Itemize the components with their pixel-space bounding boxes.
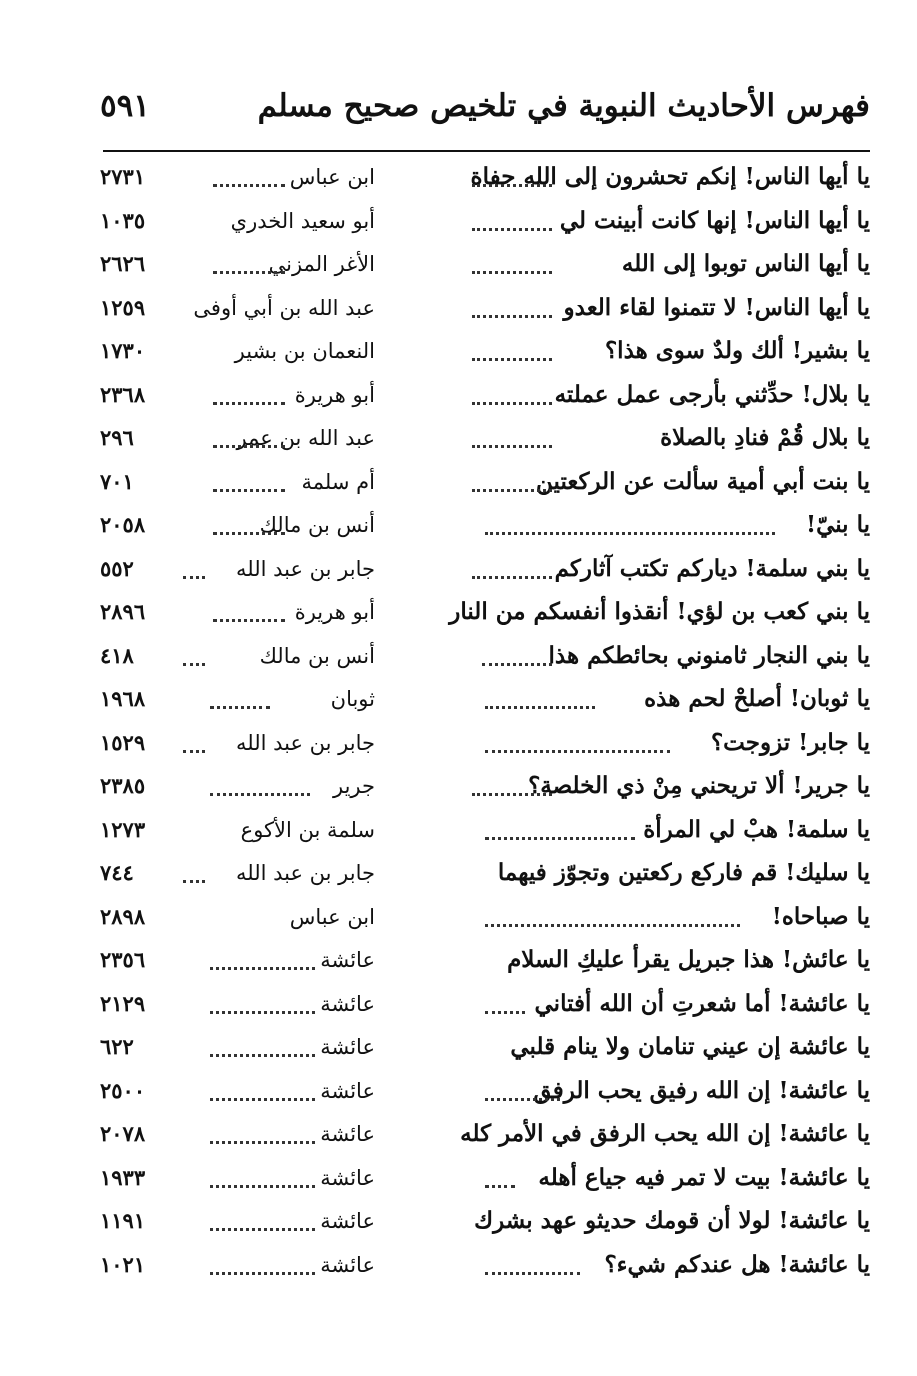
- leader-dots: [472, 228, 552, 231]
- index-entry: [100, 508, 870, 552]
- hadith-text: يا بني النجار ثامنوني بحائطكم هذا: [548, 641, 870, 669]
- hadith-number: ٧٤٤: [100, 860, 134, 885]
- index-entry: [100, 900, 870, 944]
- hadith-text: يا عائش! هذا جبريل يقرأ عليكِ السلام: [507, 946, 870, 973]
- narrator-name: عائشة: [320, 1035, 375, 1059]
- index-entry: [100, 1161, 870, 1205]
- leader-dots: [472, 445, 552, 448]
- narrator-name: ابن عباس: [289, 165, 375, 189]
- leader-dots: [210, 1011, 315, 1014]
- index-entry: [100, 943, 870, 987]
- leader-dots: [485, 532, 775, 535]
- narrator-name: جرير: [333, 774, 375, 798]
- hadith-text: يا أيها الناس! لا تتمنوا لقاء العدو: [563, 293, 870, 321]
- hadith-number: ٢٩٦: [100, 425, 134, 450]
- hadith-text: يا جرير! ألا تريحني مِنْ ذي الخلصة؟: [528, 772, 870, 799]
- hadith-number: ٥٥٢: [100, 555, 134, 581]
- leader-dots: [210, 1141, 315, 1144]
- leader-dots: [210, 793, 310, 796]
- hadith-number: ٢٥٠٠: [100, 1077, 146, 1103]
- leader-dots: [213, 532, 285, 535]
- hadith-number: ٢٣٦٨: [100, 381, 146, 407]
- hadith-number: ٢٣٥٦: [100, 947, 146, 972]
- hadith-number: ١٧٣٠: [100, 338, 146, 363]
- index-entry: [100, 856, 870, 900]
- hadith-text: يا عائشة! إن الله يحب الرفق في الأمر كله: [460, 1120, 870, 1147]
- hadith-number: ١٩٦٨: [100, 686, 146, 711]
- hadith-index-list: [100, 160, 870, 1291]
- leader-dots: [213, 402, 285, 405]
- narrator-name: عائشة: [320, 1252, 375, 1277]
- hadith-number: ٤١٨: [100, 642, 134, 668]
- leader-dots: [210, 1228, 315, 1231]
- hadith-text: يا عائشة إن عيني تنامان ولا ينام قلبي: [510, 1033, 870, 1060]
- leader-dots: [210, 1185, 315, 1188]
- hadith-text: يا ثوبان! أصلحْ لحم هذه: [644, 685, 870, 712]
- index-entry: [100, 1117, 870, 1161]
- narrator-name: ثوبان: [330, 687, 375, 711]
- leader-dots: [213, 184, 285, 187]
- narrator-name: عائشة: [320, 1122, 375, 1146]
- narrator-name: أنس بن مالك: [259, 643, 375, 668]
- index-entry: [100, 160, 870, 204]
- hadith-number: ٢٠٥٨: [100, 512, 146, 537]
- leader-dots: [183, 880, 205, 883]
- narrator-name: عائشة: [320, 991, 375, 1016]
- index-entry: [100, 682, 870, 726]
- hadith-text: يا عائشة! أما شعرتِ أن الله أفتاني: [534, 989, 870, 1017]
- narrator-name: عائشة: [320, 948, 375, 972]
- leader-dots: [183, 750, 205, 753]
- leader-dots: [472, 315, 552, 318]
- index-entry: [100, 769, 870, 813]
- page-header: [100, 88, 870, 138]
- index-entry: [100, 334, 870, 378]
- narrator-name: جابر بن عبد الله: [235, 556, 375, 581]
- leader-dots: [213, 619, 285, 622]
- index-entry: [100, 1248, 870, 1292]
- header-divider: [103, 150, 870, 152]
- narrator-name: عائشة: [320, 1078, 375, 1103]
- hadith-number: ١٢٧٣: [100, 816, 146, 842]
- hadith-text: يا عائشة! هل عندكم شيء؟: [604, 1250, 870, 1278]
- narrator-name: عائشة: [320, 1209, 375, 1233]
- hadith-number: ٧٠١: [100, 468, 134, 494]
- leader-dots: [485, 1185, 515, 1188]
- hadith-number: ١٩٣٣: [100, 1164, 146, 1190]
- narrator-name: جابر بن عبد الله: [235, 861, 375, 885]
- narrator-name: ابن عباس: [289, 904, 375, 929]
- hadith-number: ٢١٢٩: [100, 990, 146, 1016]
- leader-dots: [472, 402, 552, 405]
- hadith-number: ١٢٥٩: [100, 294, 146, 320]
- hadith-text: يا بشير! ألك ولدٌ سوى هذا؟: [604, 337, 870, 364]
- index-entry: [100, 465, 870, 509]
- index-entry: [100, 552, 870, 596]
- index-entry: [100, 421, 870, 465]
- index-entry: [100, 726, 870, 770]
- narrator-name: سلمة بن الأكوع: [240, 817, 375, 842]
- leader-dots: [472, 489, 552, 492]
- leader-dots: [485, 924, 740, 927]
- hadith-number: ٢٧٣١: [100, 164, 146, 189]
- leader-dots: [485, 837, 635, 840]
- leader-dots: [472, 793, 552, 796]
- hadith-number: ٢٣٨٥: [100, 773, 146, 798]
- narrator-name: عبد الله بن عمر: [236, 426, 375, 450]
- index-entry: [100, 1030, 870, 1074]
- page-number: ٥٩١: [100, 88, 150, 124]
- index-entry: [100, 1204, 870, 1248]
- index-entry: [100, 378, 870, 422]
- hadith-number: ٢٨٩٦: [100, 599, 146, 624]
- hadith-text: يا صباحاه!: [771, 902, 870, 930]
- leader-dots: [485, 706, 595, 709]
- hadith-number: ١١٩١: [100, 1208, 146, 1233]
- leader-dots: [213, 445, 285, 448]
- leader-dots: [183, 663, 205, 666]
- narrator-name: جابر بن عبد الله: [235, 730, 375, 755]
- hadith-number: ٢٦٢٦: [100, 251, 146, 276]
- hadith-number: ١٠٢١: [100, 1251, 146, 1277]
- leader-dots: [210, 1054, 315, 1057]
- narrator-name: أبو سعيد الخدري: [230, 208, 375, 233]
- hadith-number: ١٥٢٩: [100, 729, 146, 755]
- index-entry: [100, 291, 870, 335]
- hadith-text: يا أيها الناس توبوا إلى الله: [621, 250, 870, 277]
- leader-dots: [485, 1011, 525, 1014]
- narrator-name: عبد الله بن أبي أوفى: [193, 295, 375, 320]
- leader-dots: [485, 1098, 560, 1101]
- leader-dots: [472, 184, 552, 187]
- leader-dots: [213, 489, 285, 492]
- narrator-name: أبو هريرة: [294, 382, 375, 407]
- hadith-text: يا بني سلمة! دياركم تكتب آثاركم: [554, 554, 870, 582]
- narrator-name: أنس بن مالك: [259, 513, 375, 537]
- index-entry: [100, 1074, 870, 1118]
- leader-dots: [213, 271, 285, 274]
- hadith-text: يا سليك! قم فاركع ركعتين وتجوّز فيهما: [497, 859, 870, 886]
- leader-dots: [485, 750, 670, 753]
- hadith-number: ٢٨٩٨: [100, 903, 146, 929]
- leader-dots: [472, 576, 552, 579]
- leader-dots: [210, 706, 270, 709]
- narrator-name: عائشة: [320, 1165, 375, 1190]
- hadith-text: يا أيها الناس! إنكم تحشرون إلى الله حفاة: [470, 163, 870, 190]
- leader-dots: [210, 1098, 315, 1101]
- hadith-text: يا بني كعب بن لؤي! أنقذوا أنفسكم من النار: [449, 598, 870, 625]
- index-entry: [100, 204, 870, 248]
- hadith-text: يا بنت أبي أمية سألت عن الركعتين: [536, 467, 870, 495]
- narrator-name: أم سلمة: [301, 469, 375, 494]
- narrator-name: الأغر المزني: [268, 252, 375, 276]
- hadith-text: يا بلال قُمْ فنادِ بالصلاة: [660, 424, 870, 451]
- hadith-text: يا أيها الناس! إنها كانت أبينت لي: [559, 206, 870, 234]
- narrator-name: أبو هريرة: [294, 600, 375, 624]
- hadith-text: يا عائشة! لولا أن قومك حديثو عهد بشرك: [474, 1207, 870, 1234]
- index-entry: [100, 987, 870, 1031]
- index-entry: [100, 595, 870, 639]
- leader-dots: [472, 271, 552, 274]
- hadith-text: يا بلال! حدِّثني بأرجى عمل عملته: [554, 380, 870, 408]
- hadith-number: ٦٢٢: [100, 1034, 134, 1059]
- leader-dots: [210, 967, 315, 970]
- hadith-number: ٢٠٧٨: [100, 1121, 146, 1146]
- leader-dots: [472, 358, 552, 361]
- hadith-text: يا عائشة! إن الله رفيق يحب الرفق: [533, 1076, 870, 1104]
- hadith-text: يا جابر! تزوجت؟: [710, 728, 870, 756]
- hadith-text: يا عائشة! بيت لا تمر فيه جياع أهله: [538, 1163, 870, 1191]
- leader-dots: [210, 1272, 315, 1275]
- index-entry: [100, 247, 870, 291]
- index-entry: [100, 639, 870, 683]
- hadith-text: يا سلمة! هبْ لي المرأة: [643, 815, 870, 843]
- leader-dots: [485, 1272, 580, 1275]
- leader-dots: [183, 576, 205, 579]
- hadith-text: يا بنيّ!: [805, 511, 870, 538]
- index-entry: [100, 813, 870, 857]
- page-title: فهرس الأحاديث النبوية في تلخيص صحيح مسلم: [257, 88, 870, 124]
- leader-dots: [482, 663, 552, 666]
- hadith-number: ١٠٣٥: [100, 207, 146, 233]
- narrator-name: النعمان بن بشير: [234, 339, 375, 363]
